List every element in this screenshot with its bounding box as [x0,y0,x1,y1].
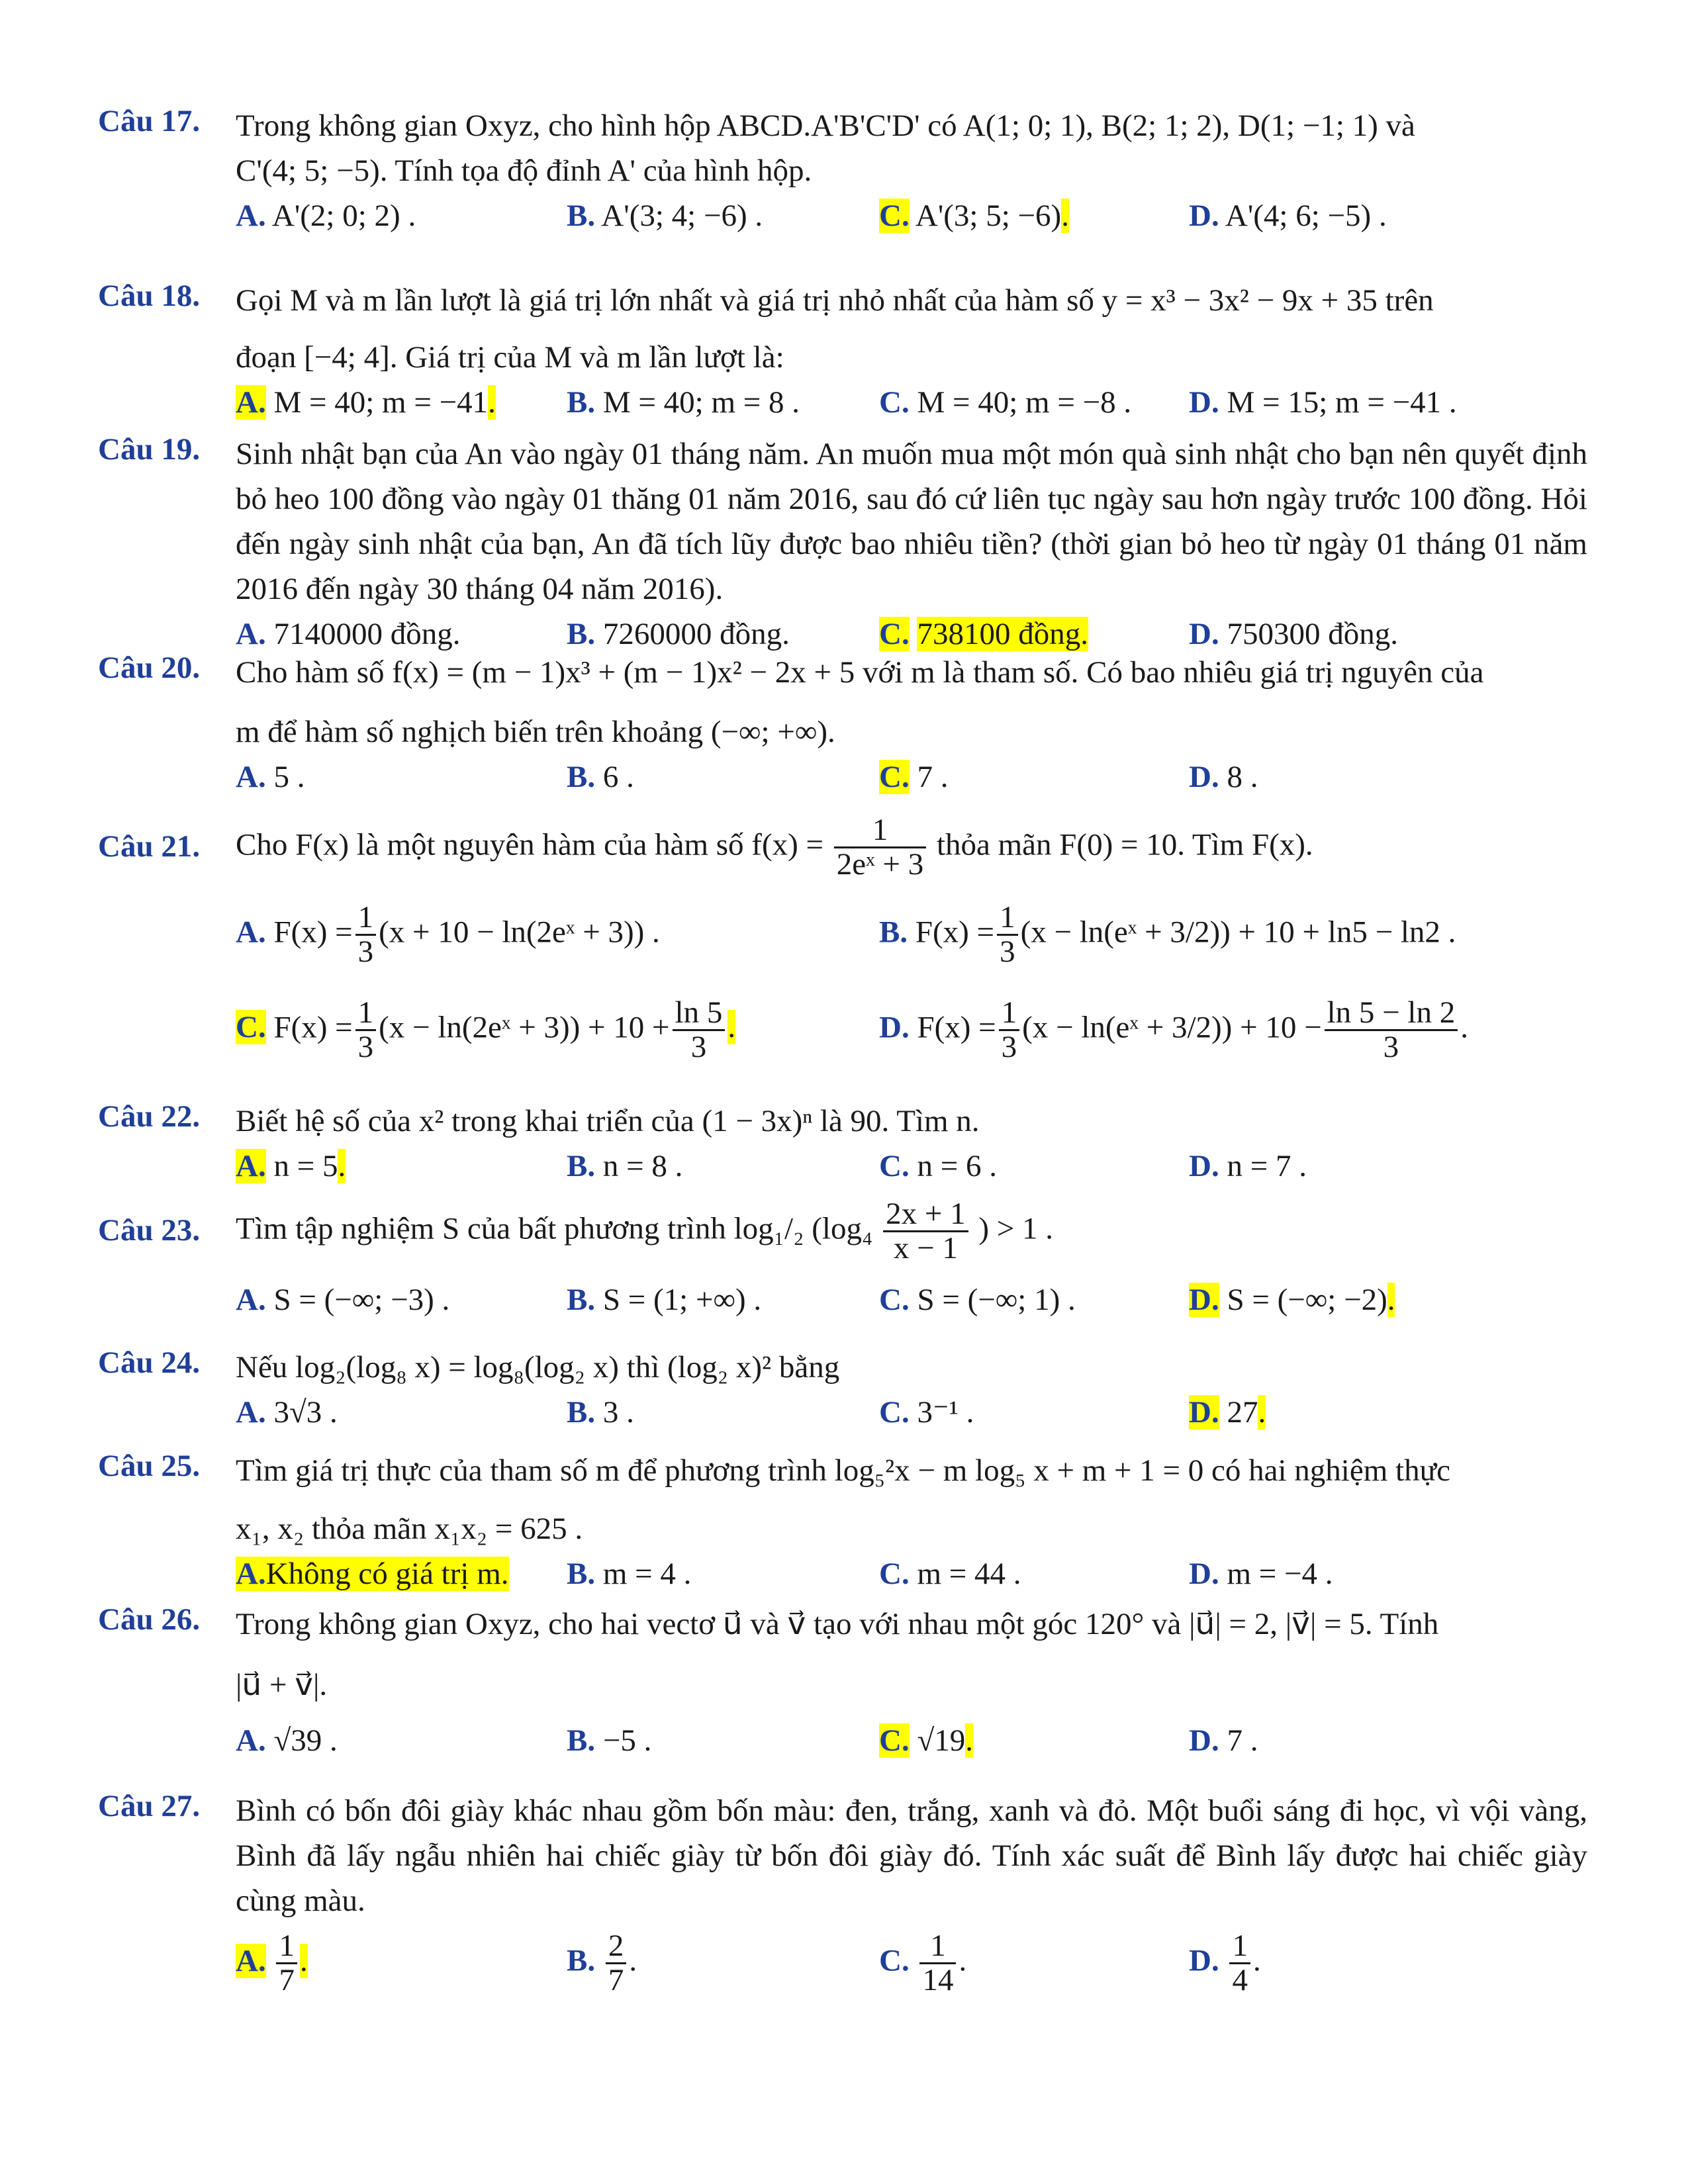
options-row [236,1390,1587,1437]
options-row [236,193,1587,241]
stem-line: Cho hàm số f(x) = (m − 1)x³ + (m − 1)x² − 2x + 5 với m là tham số. Có bao nhiêu giá trị nguyên của [236,655,1484,690]
fraction: $\frac{1}{14}$ [919,1930,956,1997]
option-b[interactable]: B. S = (1; +∞) . [567,1282,762,1317]
options-row [236,754,1587,802]
option-c[interactable]: C. 738100 đồng. [879,617,1088,651]
option-d[interactable]: D. 750300 đồng. [1189,617,1398,651]
fraction: $\frac{\ln 5}{3}$ [673,997,726,1064]
answer-highlight: . [965,1723,973,1758]
stem-line: Gọi M và m lần lượt là giá trị lớn nhất và giá trị nhỏ nhất của hàm số y = x³ − 3x² − 9x + 35 trên [236,283,1434,318]
question-stem: Cho F(x) là một nguyên hàm của hàm số f(x) = $\frac{1}{\text{2eˣ + 3}}$ thỏa mãn F(0) = 10. Tìm F(x). [236,813,1313,882]
option-b[interactable]: B. 6 . [567,760,634,794]
question-25 [98,1448,1587,1599]
stem-line: Tìm giá trị thực của tham số m để phương trình log₅²x − m log₅ x + m + 1 = 0 có hai nghiệm thực [236,1453,1450,1488]
option-b[interactable]: B. m = 4 . [567,1557,692,1591]
option-b[interactable]: B. n = 8 . [567,1149,683,1183]
stem-line: đoạn [−4; 4]. Giá trị của M và m lần lượt là: [236,340,784,375]
options-row [236,997,1587,1083]
fraction: $\frac{1}{7}$ [276,1930,297,1997]
stem-line: Trong không gian Oxyz, cho hai vectơ u⃗ và v⃗ tạo với nhau một góc 120° và |u⃗| = 2, |v⃗| = 5. Tính [236,1607,1439,1641]
question-stem [236,278,1587,380]
question-number: Câu 21. [98,829,201,864]
question-26 [98,1602,1587,1766]
question-stem [236,650,1587,754]
option-d[interactable]: D. M = 15; m = −41 . [1189,385,1457,420]
option-c[interactable]: C. √19. [879,1723,973,1758]
option-c[interactable]: C. 3⁻¹ . [879,1395,974,1430]
option-a[interactable]: A. A'(2; 0; 2) . [236,199,416,233]
question-stem [236,1345,1587,1390]
question-stem [236,1788,1587,1923]
question-stem [236,1099,1587,1144]
question-number: Câu 27. [98,1789,201,1823]
option-a[interactable]: A. 7140000 đồng. [236,617,461,651]
question-number: Câu 19. [98,432,201,467]
answer-highlight: . [500,1557,509,1591]
question-number: Câu 24. [98,1345,201,1380]
fraction: $\frac{\ln 5 - \ln 2}{3}$ [1325,997,1458,1064]
stem-line: m để hàm số nghịch biến trên khoảng (−∞; +∞). [236,715,835,749]
options-row [236,380,1587,428]
stem-paragraph: Bình có bốn đôi giày khác nhau gồm bốn màu: đen, trắng, xanh và đỏ. Một buổi sáng đi học, vì vội vàng, Bình đã lấy ngẫu nhiên hai chiếc giày từ bốn đôi giày đó. Tính xác suất để Bình lấy được hai chiếc giày cùng màu. [236,1794,1587,1918]
question-number: Câu 23. [98,1213,201,1248]
options-row [236,1277,1587,1325]
stem-line: Trong không gian Oxyz, cho hình hộp ABCD.A'B'C'D' có A(1; 0; 1), B(2; 1; 2), D(1; −1; 1) và [236,109,1415,143]
question-stem [236,432,1587,612]
question-17 [98,103,1587,241]
option-d[interactable]: D. F(x) = $\frac{1}{3}$ (x − ln(eˣ + 3/2)) + 10 − $\frac{\ln 5 - \ln 2}{3}$ . [879,995,1468,1065]
option-b[interactable]: B. 3 . [567,1395,634,1430]
option-d[interactable]: D. 8 . [1189,760,1258,794]
answer-highlight: . [338,1149,346,1183]
stem-line: Biết hệ số của x² trong khai triển của (1 − 3x)ⁿ là 90. Tìm n. [236,1104,980,1138]
fraction: $\frac{2}{7}$ [606,1930,627,1997]
options-row [236,901,1587,987]
option-b[interactable]: B. −5 . [567,1723,652,1758]
option-d[interactable]: D. n = 7 . [1189,1149,1307,1183]
option-d[interactable]: D. m = −4 . [1189,1557,1333,1591]
option-a[interactable]: A. √39 . [236,1723,338,1758]
option-a[interactable]: A. F(x) = $\frac{1}{3}$ (x + 10 − ln(2eˣ + 3)) . [236,899,660,970]
options-row [236,1930,1587,2016]
option-a[interactable]: A. $\frac{1}{7}$ . [236,1929,308,1998]
answer-highlight: . [1080,617,1088,651]
answer-highlight: . [727,1010,736,1045]
option-c[interactable]: C. M = 40; m = −8 . [879,385,1132,420]
stem-line: |u⃗ + v⃗|. [236,1668,328,1702]
question-24 [98,1345,1587,1437]
question-number: Câu 22. [98,1099,201,1134]
option-c[interactable]: C. $\frac{1}{14}$ . [879,1929,967,1998]
answer-highlight: . [1387,1282,1395,1317]
question-20 [98,650,1587,802]
option-a[interactable]: A. 5 . [236,760,305,794]
fraction: $\frac{2x + 1}{x - 1}$ [883,1198,968,1265]
option-b[interactable]: B. $\frac{2}{7}$ . [567,1929,637,1998]
option-d[interactable]: D. S = (−∞; −2). [1189,1282,1395,1317]
question-22 [98,1099,1587,1191]
options-row [236,1551,1587,1599]
question-number: Câu 18. [98,279,201,313]
option-c[interactable]: C. m = 44 . [879,1557,1021,1591]
question-18 [98,278,1587,428]
option-d[interactable]: D. $\frac{1}{4}$ . [1189,1929,1261,1998]
stem-line: C'(4; 5; −5). Tính tọa độ đỉnh A' của hình hộp. [236,154,812,188]
fraction: $\frac{1}{4}$ [1229,1930,1250,1997]
question-number: Câu 20. [98,651,201,685]
option-d[interactable]: D. A'(4; 6; −5) . [1189,199,1387,233]
option-a[interactable]: A. n = 5. [236,1149,346,1183]
question-stem [236,1602,1587,1707]
fraction: $\frac{1}{\text{2eˣ + 3}}$ [834,814,926,882]
question-27 [98,1788,1587,2016]
option-b[interactable]: B. A'(3; 4; −6) . [567,199,763,233]
option-c[interactable]: C. n = 6 . [879,1149,997,1183]
answer-highlight: . [1061,199,1069,233]
option-b[interactable]: B. F(x) = $\frac{1}{3}$ (x − ln(eˣ + 3/2)) + 10 + ln5 − ln2 . [879,899,1456,970]
answer-highlight: . [488,385,496,420]
options-row [236,1144,1587,1191]
option-c[interactable]: C. A'(3; 5; −6). [879,199,1069,233]
stem-line: x₁, x₂ thỏa mãn x₁x₂ = 625 . [236,1512,583,1546]
question-number: Câu 26. [98,1602,201,1637]
option-a[interactable]: A. S = (−∞; −3) . [236,1282,450,1317]
stem-paragraph: Sinh nhật bạn của An vào ngày 01 tháng năm. An muốn mua một món quà sinh nhật cho bạn nên quyết định bỏ heo 100 đồng vào ngày 01 thăng 01 năm 2016, sau đó cứ liên tục ngày sau hơn ngày trước 100 đồng. Hỏi đến ngày sinh nhật của bạn, An đã tích lũy được bao nhiêu tiền? (thời gian bỏ heo từ ngày 01 tháng 01 năm 2016 đến ngày 30 tháng 04 năm 2016). [236,437,1587,606]
option-c[interactable]: C. S = (−∞; 1) . [879,1282,1076,1317]
question-number: Câu 17. [98,104,201,138]
question-23 [98,1198,1587,1325]
option-d[interactable]: D. 27. [1189,1395,1266,1430]
question-stem [236,103,1587,193]
option-c[interactable]: C. 7 . [879,760,949,794]
option-a[interactable]: A. M = 40; m = −41. [236,385,496,420]
question-stem: Tìm tập nghiệm S của bất phương trình log₁/₂ (log₄ $\frac{2x + 1}{x - 1}$ ) > 1 . [236,1197,1054,1266]
option-d[interactable]: D. 7 . [1189,1723,1258,1758]
option-b[interactable]: B. M = 40; m = 8 . [567,385,800,420]
option-c[interactable]: C. F(x) = $\frac{1}{3}$ (x − ln(2eˣ + 3)) + 10 + $\frac{\ln 5}{3}$ . [236,995,736,1065]
question-19 [98,432,1587,659]
question-21 [98,814,1587,1083]
fraction: $\frac{1}{3}$ [999,997,1020,1064]
stem-line: Nếu log₂(log₈ x) = log₈(log₂ x) thì (log₂ x)² bằng [236,1350,840,1385]
fraction: $\frac{1}{3}$ [997,901,1018,969]
option-a[interactable]: A.Không có giá trị m. [236,1557,509,1591]
options-row [236,1718,1587,1766]
question-stem [236,1448,1587,1551]
fraction: $\frac{1}{3}$ [355,997,377,1064]
question-number: Câu 25. [98,1449,201,1483]
fraction: $\frac{1}{3}$ [355,901,377,969]
answer-highlight: . [299,1943,308,1978]
option-a[interactable]: A. 3√3 . [236,1395,338,1430]
option-b[interactable]: B. 7260000 đồng. [567,617,790,651]
answer-highlight: . [1258,1395,1266,1430]
